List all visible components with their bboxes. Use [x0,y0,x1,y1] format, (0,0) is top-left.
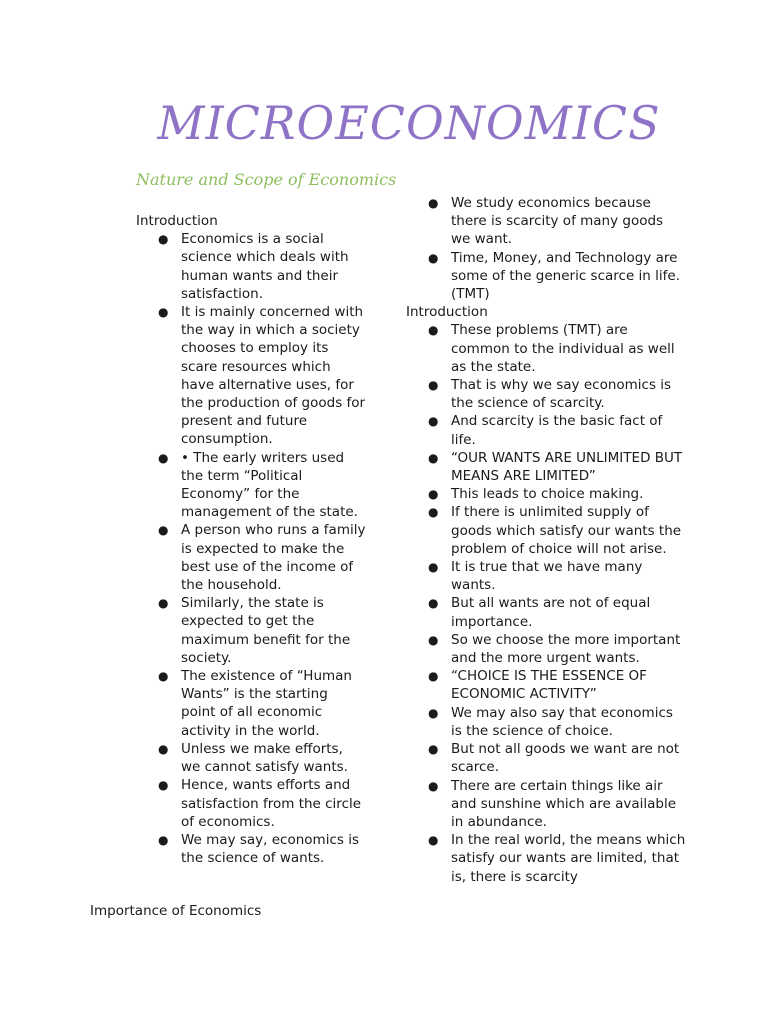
left-introduction-heading: Introduction [136,213,218,229]
left-bullet-list [136,230,366,867]
bullet-icon: ● [158,450,169,465]
list-item [428,740,686,776]
bullet-icon: ● [158,778,169,793]
list-item [428,449,686,485]
list-item-text: So we choose the more important and the more urgent wants. [451,631,681,667]
bullet-icon: ● [428,450,439,465]
bullet-icon: ● [428,705,439,720]
list-item-text: If there is unlimited supply of goods which satisfy our wants the problem of choice will not arise. [451,504,682,557]
bullet-icon: ● [158,523,169,538]
list-item-text: A person who runs a family is expected to make the best use of the income of the household. [181,522,366,594]
list-item-text: It is true that we have many wants. [451,559,643,594]
list-item-text: “CHOICE IS THE ESSENCE OF ECONOMIC ACTIVITY” [451,668,647,703]
list-item [428,667,686,703]
list-item-text: But all wants are not of equal importance. [451,595,651,630]
bullet-icon: ● [428,487,439,502]
bullet-icon: ● [158,832,169,847]
list-item [158,521,366,594]
bullet-icon: ● [428,632,439,647]
list-item-text: But not all goods we want are not scarce. [451,741,680,776]
list-item-text: Economics is a social science which deals with human wants and their satisfaction. [181,231,349,302]
list-item [158,230,366,303]
list-item [428,194,686,249]
right-bullet-list [406,321,686,885]
list-item-text: There are certain things like air and sunshine which are available in abundance. [451,777,677,830]
list-item [428,594,686,630]
list-item [158,831,366,867]
list-item [428,631,686,667]
list-item [428,704,686,740]
list-item [428,321,686,376]
bullet-icon: ● [428,414,439,429]
bullet-icon: ● [428,196,439,210]
bullet-icon: ● [158,741,169,756]
list-item [428,503,686,558]
list-item [158,303,366,449]
list-item [428,485,686,503]
list-item [158,740,366,776]
right-top-bullet-list [406,194,686,303]
list-item [158,594,366,667]
bullet-icon: ● [158,596,169,611]
bullet-icon: ● [428,669,439,684]
list-item-text: We study economics because there is scarcity of many goods we want. [451,195,664,248]
bullet-icon: ● [428,505,439,520]
list-item-text: Hence, wants efforts and satisfaction from the circle of economics. [181,777,362,830]
list-item-text: In the real world, the means which satisfy our wants are limited, that is, there is scarcity [451,832,686,885]
list-item-text: And scarcity is the basic fact of life. [451,413,663,448]
bullet-icon: ● [158,232,169,247]
list-item-text: Unless we make efforts, we cannot satisfy wants. [181,740,348,776]
list-item-text: It is mainly concerned with the way in which a society chooses to employ its scare resources which have alternative uses, for the production of goods for present and future consumption. [181,304,366,448]
bullet-icon: ● [428,378,439,393]
list-item-text: These problems (TMT) are common to the individual as well as the state. [451,322,675,375]
list-item [158,776,366,831]
page-title: MICROECONOMICS [157,96,661,150]
list-item [428,777,686,832]
list-item-text: Similarly, the state is expected to get the maximum benefit for the society. [181,595,351,666]
right-column [406,194,686,886]
bullet-icon: ● [428,742,439,757]
list-item [428,412,686,448]
bullet-icon: ● [428,833,439,848]
list-item [158,667,366,740]
bullet-icon: ● [428,560,439,575]
list-item-text: “OUR WANTS ARE UNLIMITED BUT MEANS ARE LIMITED” [451,449,683,485]
list-item-text: We may also say that economics is the science of choice. [451,704,673,739]
bullet-icon: ● [158,305,169,320]
list-item [428,249,686,304]
list-item-text: This leads to choice making. [451,486,644,503]
bullet-icon: ● [428,778,439,793]
bullet-icon: ● [428,323,439,338]
list-item-text: Time, Money, and Technology are some of the generic scarce in life. (TMT) [451,249,680,303]
bullet-icon: ● [428,250,439,265]
list-item [428,831,686,886]
right-introduction-heading: Introduction [406,304,488,321]
list-item [428,376,686,412]
list-item-text: We may say, economics is the science of wants. [181,831,359,867]
list-item [158,449,366,522]
list-item [428,558,686,594]
list-item-text: The existence of “Human Wants” is the starting point of all economic activity in the world. [181,668,352,739]
section-subtitle: Nature and Scope of Economics [136,170,397,189]
left-column [136,212,366,867]
list-item-text: • The early writers used the term “Political Economy” for the management of the state. [181,449,358,521]
importance-heading: Importance of Economics [90,903,262,919]
bullet-icon: ● [158,669,169,684]
bullet-icon: ● [428,596,439,611]
list-item-text: That is why we say economics is the science of scarcity. [451,377,672,412]
